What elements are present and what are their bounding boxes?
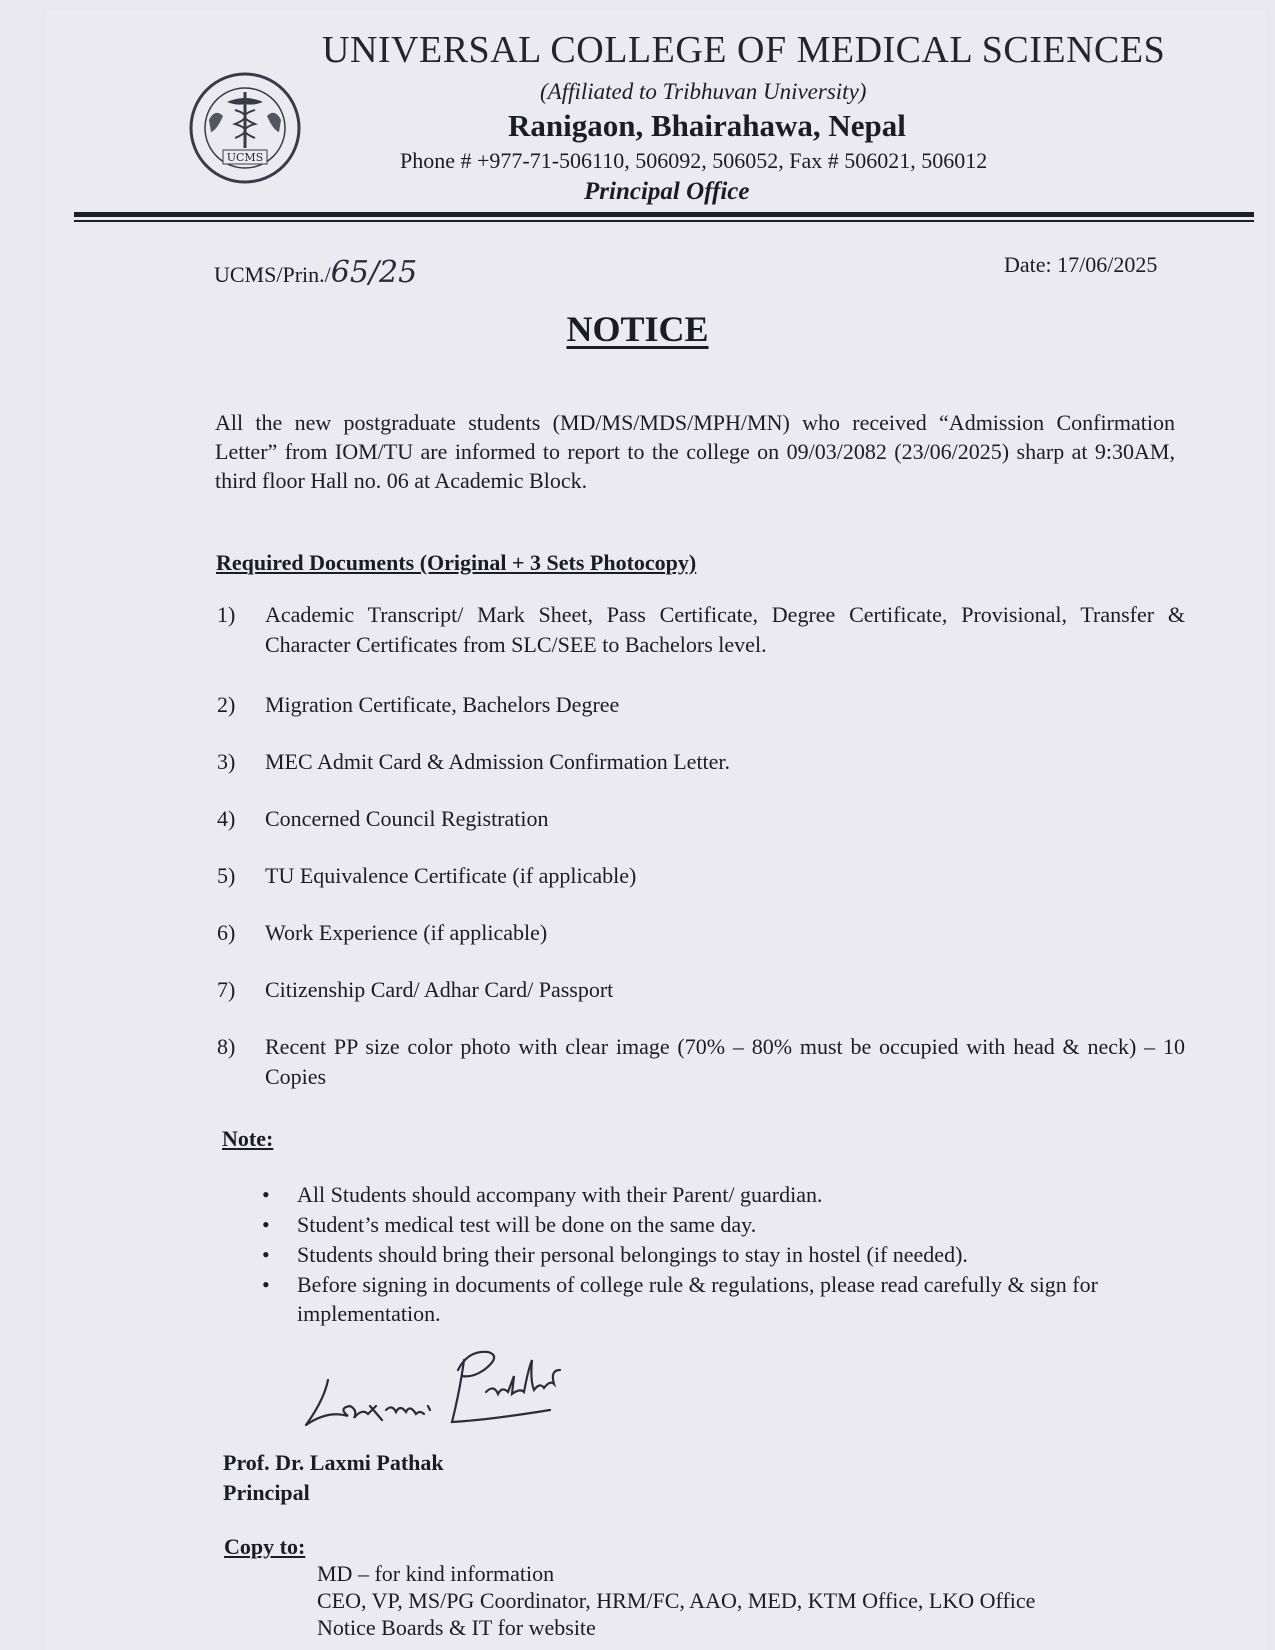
- reference-prefix: UCMS/Prin./: [214, 262, 331, 287]
- svg-text:UCMS: UCMS: [226, 151, 264, 164]
- header-rule-thin: [74, 220, 1254, 222]
- copy-to-heading: Copy to:: [224, 1534, 306, 1559]
- header-rule-thick: [74, 212, 1254, 217]
- signatory: [223, 1448, 444, 1508]
- college-name: UNIVERSAL COLLEGE OF MEDICAL SCIENCES: [322, 29, 1166, 71]
- signatory-name: Prof. Dr. Laxmi Pathak: [223, 1450, 444, 1475]
- affiliation: (Affiliated to Tribhuvan University): [540, 79, 867, 104]
- copy-to-item-3: Notice Boards & IT for website: [317, 1615, 596, 1640]
- handwritten-signature: [288, 1330, 588, 1440]
- office-name: Principal Office: [584, 178, 750, 205]
- notice-date: Date: 17/06/2025: [1004, 252, 1158, 277]
- reference-handwritten-number: 65/25: [330, 255, 418, 290]
- copy-to-item-1: MD – for kind information: [317, 1561, 555, 1586]
- note-heading: Note:: [222, 1126, 274, 1151]
- intro-paragraph: All the new postgraduate students (MD/MS/MDS/MPH/MN) who received “Admission Confirmation Letter” from IOM/TU are informed to report to the college on 09/03/2082 (23/06/2025) sharp at 9:30AM, third floor Hall no. 06 at Academic Block.: [215, 410, 1175, 493]
- signatory-title: Principal: [223, 1480, 310, 1505]
- reference-number: [214, 255, 417, 290]
- required-documents-heading: Required Documents (Original + 3 Sets Photocopy): [216, 550, 697, 575]
- college-seal-logo: [187, 70, 303, 186]
- copy-to-item-2: CEO, VP, MS/PG Coordinator, HRM/FC, AAO, MED, KTM Office, LKO Office: [317, 1588, 1036, 1613]
- college-address: Ranigaon, Bhairahawa, Nepal: [508, 108, 906, 143]
- notice-title: NOTICE: [566, 309, 709, 349]
- contact-phone: Phone # +977-71-506110, 506092, 506052, Fax # 506021, 506012: [400, 148, 988, 173]
